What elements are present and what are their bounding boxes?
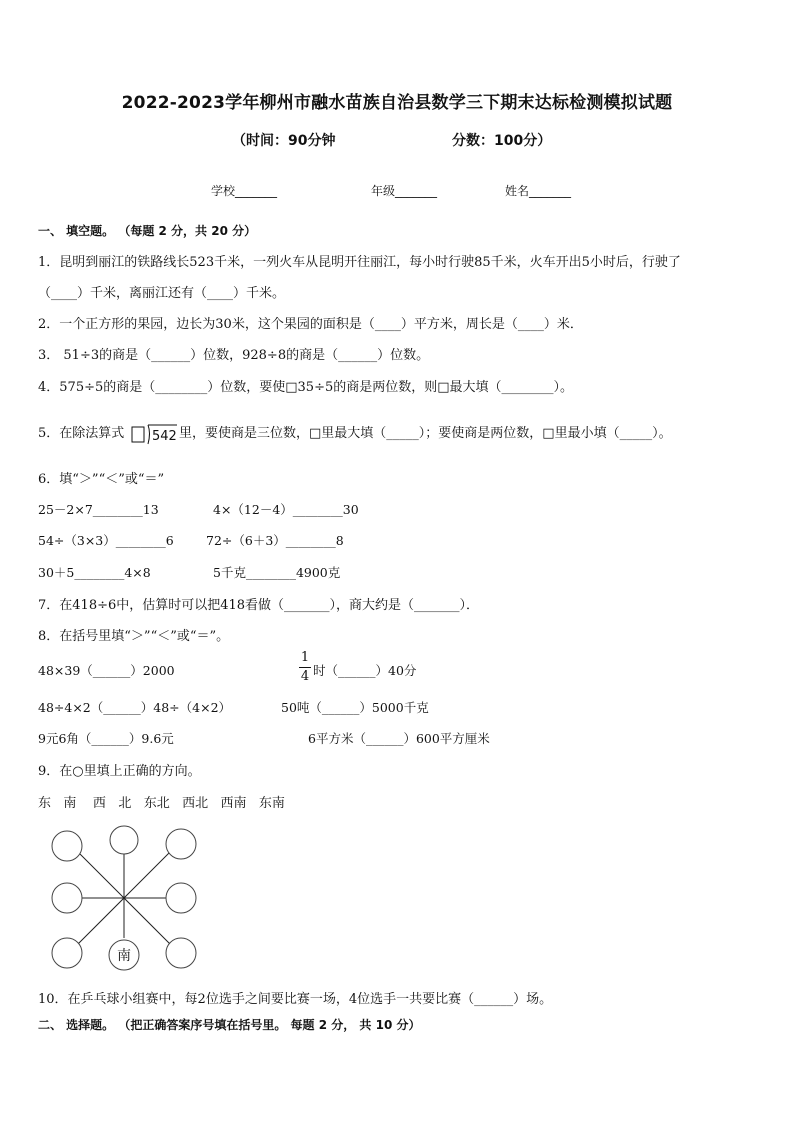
question-8-item: 48×39（______）2000 xyxy=(38,663,175,678)
question-8-item: 48÷4×2（______）48÷（4×2） xyxy=(38,700,232,715)
fraction-denominator: 4 xyxy=(300,669,310,684)
direction-circle-nw xyxy=(52,831,82,861)
fraction-one-quarter xyxy=(299,650,311,685)
south-label: 南 xyxy=(117,948,131,964)
section-1-heading: 一、 填空题。 （每题 2 分，共 20 分） xyxy=(38,224,257,238)
question-6-item: 5千克________4900克 xyxy=(213,565,341,580)
question-8-item: 时（______）40分 xyxy=(313,663,417,678)
direction-circle-sw xyxy=(52,938,82,968)
question-8-item: 6平方米（______）600平方厘米 xyxy=(308,731,490,746)
direction-circle-n xyxy=(110,826,138,854)
compass-diagram xyxy=(40,822,210,972)
question-8-item: 9元6角（______）9.6元 xyxy=(38,731,174,746)
question-2: 2．一个正方形的果园，边长为30米，这个果园的面积是（____）平方米，周长是（____）米． xyxy=(38,317,583,332)
question-5-suffix: 里，要使商是三位数，□里最大填（_____）；要使商是两位数，□里最小填（_____）。 xyxy=(179,426,672,441)
direction-options: 东 南 西 北 东北 西北 西南 东南 xyxy=(38,796,285,811)
school-field[interactable]: 学校_______ xyxy=(211,184,278,198)
question-10: 10．在乒乓球小组赛中，每2位选手之间要比赛一场，4位选手一共要比赛（______）场。 xyxy=(38,992,553,1007)
question-9-stem: 9．在○里填上正确的方向。 xyxy=(38,764,201,779)
fraction-numerator: 1 xyxy=(300,650,310,665)
question-6-item: 30＋5________4×8 xyxy=(38,565,151,580)
question-6-stem: 6．填“＞”“＜”或“＝” xyxy=(38,472,165,487)
direction-circle-e xyxy=(166,883,196,913)
question-8-item: 50吨（______）5000千克 xyxy=(281,700,429,715)
direction-circle-ne xyxy=(166,829,196,859)
question-6-item: 72÷（6＋3）________8 xyxy=(206,533,344,548)
question-1-line-2: （____）千米，离丽江还有（____）千米。 xyxy=(38,286,286,301)
question-3: 3． 51÷3的商是（______）位数，928÷8的商是（______）位数。 xyxy=(38,348,430,363)
question-8-stem: 8．在括号里填“＞”“＜”或“＝”。 xyxy=(38,629,230,644)
question-6-item: 54÷（3×3）________6 xyxy=(38,533,174,548)
direction-circle-se xyxy=(166,938,196,968)
direction-circle-w xyxy=(52,883,82,913)
question-6-item: 4×（12－4）________30 xyxy=(213,502,359,517)
section-2-heading: 二、 选择题。 （把正确答案序号填在括号里。 每题 2 分， 共 10 分） xyxy=(38,1018,421,1032)
question-6-item: 25－2×7________13 xyxy=(38,502,159,517)
name-field[interactable]: 姓名_______ xyxy=(505,184,572,198)
grade-field[interactable]: 年级_______ xyxy=(371,184,438,198)
question-4: 4．575÷5的商是（________）位数，要使□35÷5的商是两位数，则□最大填（________）。 xyxy=(38,380,574,395)
long-division-symbol xyxy=(131,420,177,446)
question-5-prefix: 5．在除法算式 xyxy=(38,426,125,441)
dividend-text: 542 xyxy=(152,429,177,444)
page-title: 2022-2023学年柳州市融水苗族自治县数学三下期末达标检测模拟试题 xyxy=(121,93,673,113)
question-1-line-1: 1．昆明到丽江的铁路线长523千米，一列火车从昆明开往丽江，每小时行驶85千米，火车开出5小时后，行驶了 xyxy=(38,255,681,270)
exam-time: （时间：90分钟 xyxy=(232,133,336,149)
question-7: 7．在418÷6中，估算时可以把418看做（_______），商大约是（_______）． xyxy=(38,598,480,613)
exam-score: 分数：100分） xyxy=(452,133,552,149)
